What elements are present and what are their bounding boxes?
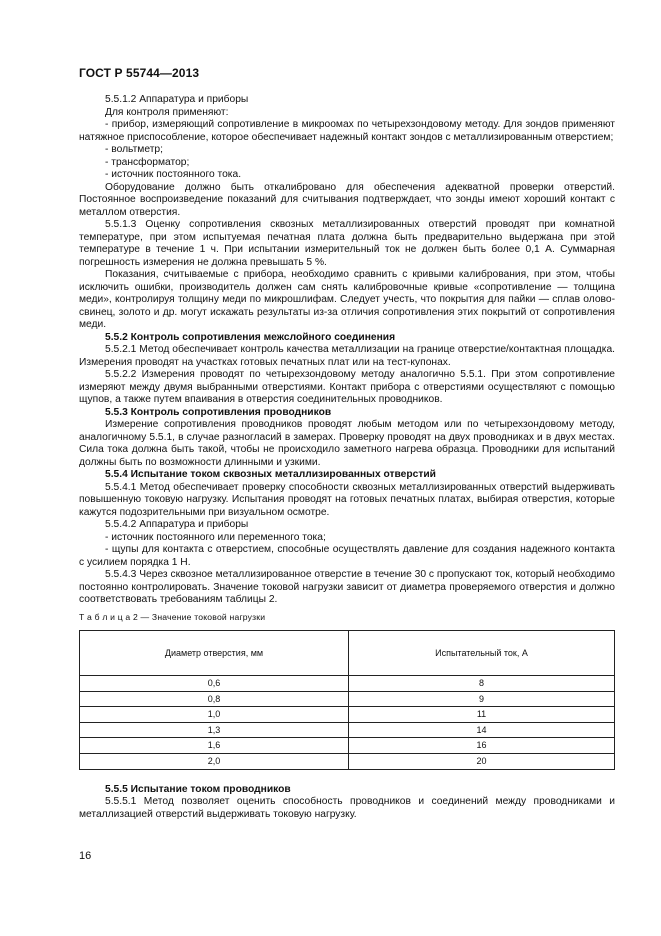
paragraph: 5.5.2.2 Измерения проводят по четырехзондовому методу аналогично 5.5.1. При этом сопротивление измеряют между двумя выбранными отверстиями. Контакт прибора с отверстиями осуществляют с помощью щупов, а также путем впаивания в отверстия соединительных проводников. (79, 369, 615, 405)
paragraph: - вольтметр; (105, 144, 163, 155)
section-heading: 5.5.2 Контроль сопротивления межслойного соединения (105, 331, 396, 343)
table-row (80, 722, 615, 738)
paragraph: 5.5.4.2 Аппаратура и приборы (105, 519, 249, 530)
paragraph: Показания, считываемые с прибора, необходимо сравнить с кривыми калибрования, при этом, чтобы исключить ошибки, производитель должен сам снять калибровочные кривые «сопротивление — толщина меди», контролируя толщину меди по микрошлифам. Следует учесть, что покрытия для пайки — сплав олово-свинец, золото и др. могут искажать результаты из-за отличия сопротивления этих покрытий от сопротивления меди. (79, 269, 615, 330)
table-row (80, 676, 615, 692)
section-heading: 5.5.4 Испытание током сквозных металлизированных отверстий (105, 469, 436, 480)
cell-diameter: 1,6 (80, 738, 349, 754)
cell-current: 11 (349, 707, 615, 723)
paragraph: Оборудование должно быть откалибровано для обеспечения адекватной проверки отверстий. Постоянное воспроизведение показаний для считывания подтверждает, что зонды имеют хороший контакт с металлом отверстия. (79, 181, 615, 218)
cell-diameter: 0,6 (80, 676, 349, 692)
cell-diameter: 0,8 (80, 691, 349, 707)
cell-diameter: 2,0 (80, 753, 349, 769)
cell-current: 9 (349, 691, 615, 707)
paragraph: - источник постоянного или переменного тока; (105, 531, 326, 543)
paragraph: 5.5.5.1 Метод позволяет оценить способность проводников и соединений между проводниками и металлизацией отверстий выдерживать токовую нагрузку. (79, 796, 615, 820)
cell-diameter: 1,3 (80, 722, 349, 738)
column-header-current: Испытательный ток, А (349, 631, 615, 676)
table-row (80, 738, 615, 754)
cell-current: 16 (349, 738, 615, 754)
body-text-after-table (79, 784, 615, 822)
paragraph: 5.5.1.3 Оценку сопротивления сквозных металлизированных отверстий проводят при комнатной температуре, при этом испытуемая печатная плата должна быть предварительно выдержана при этой температуре в течение 1 ч. При испытании измерительный ток не должен быть более 0,1 А. Суммарная погрешность измерения не должна превышать 5 %. (79, 219, 615, 268)
paragraph: - трансформатор; (105, 156, 190, 168)
page-number: 16 (79, 850, 92, 862)
cell-diameter: 1,0 (80, 707, 349, 723)
column-header-diameter: Диаметр отверстия, мм (80, 631, 349, 676)
document-header: ГОСТ Р 55744—2013 (79, 66, 200, 80)
table-header-row (80, 631, 615, 676)
paragraph: - щупы для контакта с отверстием, способные осуществлять давление для создания надежного контакта с усилием порядка 1 Н. (79, 544, 615, 568)
paragraph: 5.5.2.1 Метод обеспечивает контроль качества металлизации на границе отверстие/контактная площадка. Измерения проводят на участках готовых печатных плат или на тест-купонах. (79, 344, 615, 368)
paragraph: Измерение сопротивления проводников проводят любым методом или по четырехзондовому методу, аналогичному 5.5.1, в случае разногласий в замерах. Проверку проводят на двух проводниках и в двух местах. Сила тока должна быть такой, чтобы не происходило заметного нагрева образца. Проводники для испытаний должны быть по возможности длинными и узкими. (79, 419, 615, 468)
paragraph: 5.5.4.1 Метод обеспечивает проверку способности сквозных металлизированных отверстий выдерживать повышенную токовую нагрузку. Испытания проводят на готовых печатных платах, выбирая отверстия, которые кажутся подозрительными при визуальном осмотре. (79, 481, 615, 518)
table-row (80, 753, 615, 769)
body-text (79, 94, 615, 607)
current-load-table (79, 630, 615, 770)
cell-current: 14 (349, 722, 615, 738)
table-row (80, 691, 615, 707)
cell-current: 20 (349, 753, 615, 769)
page-content (79, 94, 615, 821)
section-heading: 5.5.3 Контроль сопротивления проводников (105, 406, 332, 418)
paragraph: - прибор, измеряющий сопротивление в микроомах по четырехзондовому методу. Для зондов применяют натяжное приспособление, которое обеспечивает надежный контакт зондов с металлизированным отверстием; (79, 119, 615, 143)
paragraph: 5.5.4.3 Через сквозное металлизированное отверстие в течение 30 с пропускают ток, который необходимо постоянно контролировать. Значение токовой нагрузки зависит от диаметра проверяемого отверстия и должно соответствовать требованиям таблицы 2. (79, 569, 615, 605)
section-heading: 5.5.5 Испытание током проводников (105, 783, 291, 795)
paragraph: 5.5.1.2 Аппаратура и приборы (105, 94, 249, 105)
paragraph: Для контроля применяют: (105, 106, 229, 118)
table-row (80, 707, 615, 723)
paragraph: - источник постоянного тока. (105, 169, 242, 180)
cell-current: 8 (349, 676, 615, 692)
table-body (80, 676, 615, 770)
table-caption: Т а б л и ц а 2 — Значение токовой нагрузки (79, 611, 266, 622)
